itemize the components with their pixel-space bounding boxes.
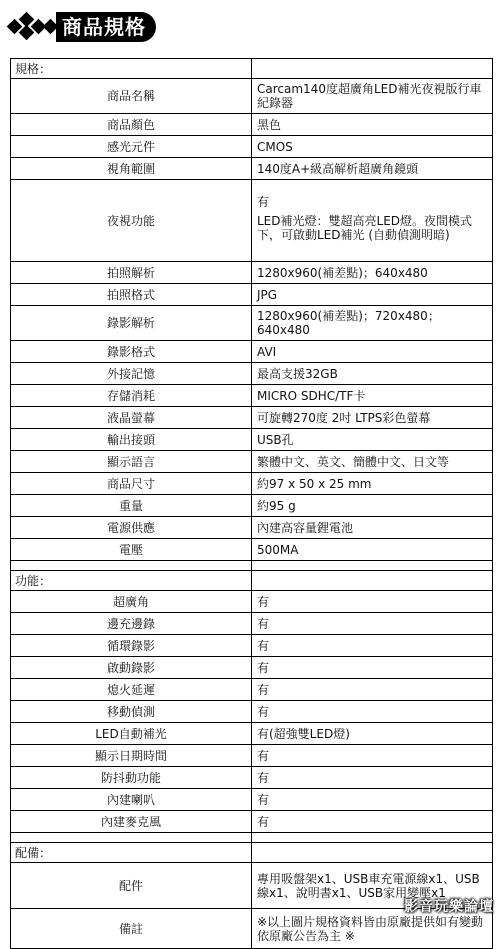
table-row	[11, 745, 493, 767]
row-label: 配件	[11, 863, 252, 909]
row-label: 電壓	[11, 539, 252, 561]
row-label: 顯示語言	[11, 451, 252, 473]
table-row	[11, 79, 493, 114]
row-value: 1280x960(補差點)；720x480；640x480	[252, 306, 493, 341]
table-row	[11, 517, 493, 539]
row-label: 商品名稱	[11, 79, 252, 114]
row-value: 有	[252, 679, 493, 701]
table-row	[11, 451, 493, 473]
row-label: 錄影格式	[11, 341, 252, 363]
table-row	[11, 539, 493, 561]
row-label: 防抖動功能	[11, 767, 252, 789]
row-label: 移動偵測	[11, 701, 252, 723]
row-label: 商品顏色	[11, 114, 252, 136]
row-label: 內建喇叭	[11, 789, 252, 811]
spacer-cell	[252, 561, 493, 571]
table-row	[11, 473, 493, 495]
section-blank-cell	[252, 59, 493, 79]
row-value: 有	[252, 591, 493, 613]
row-value: 黑色	[252, 114, 493, 136]
row-label: 拍照格式	[11, 284, 252, 306]
row-label: 輸出接頭	[11, 429, 252, 451]
table-row	[11, 180, 493, 262]
row-label: 存儲消耗	[11, 385, 252, 407]
row-value: 約95 g	[252, 495, 493, 517]
section-heading: 功能：	[11, 571, 252, 591]
table-row	[11, 262, 493, 284]
table-row	[11, 701, 493, 723]
row-value: 有	[252, 745, 493, 767]
table-row	[11, 341, 493, 363]
row-value: 繁體中文、英文、簡體中文、日文等	[252, 451, 493, 473]
row-value: 有	[252, 811, 493, 833]
night-vision-flag: 有	[257, 195, 270, 209]
table-row	[11, 495, 493, 517]
row-value: 專用吸盤架x1、USB車充電源線x1、USB線x1、說明書x1、USB家用變壓x1	[252, 863, 493, 909]
row-label: 電源供應	[11, 517, 252, 539]
row-value: 可旋轉270度 2吋 LTPS彩色螢幕	[252, 407, 493, 429]
table-row	[11, 613, 493, 635]
table-row	[11, 407, 493, 429]
row-value: 500MA	[252, 539, 493, 561]
row-label: 夜視功能	[11, 180, 252, 262]
table-row	[11, 723, 493, 745]
table-row	[11, 679, 493, 701]
row-label: 拍照解析	[11, 262, 252, 284]
page-header	[0, 0, 500, 56]
row-label: 循環錄影	[11, 635, 252, 657]
row-value: MICRO SDHC/TF卡	[252, 385, 493, 407]
diamond-cluster-icon	[8, 14, 60, 38]
table-row	[11, 429, 493, 451]
row-value: 有	[252, 789, 493, 811]
row-value: 有(超強雙LED燈)	[252, 723, 493, 745]
row-value: CMOS	[252, 136, 493, 158]
row-label: 感光元件	[11, 136, 252, 158]
row-value: 內建高容量鋰電池	[252, 517, 493, 539]
accessories-section-row	[11, 843, 493, 863]
table-row	[11, 136, 493, 158]
spacer-cell	[11, 561, 252, 571]
night-vision-detail: LED補光燈：雙超高亮LED燈。夜間模式下，可啟動LED補光 (自動偵測明暗)	[257, 214, 473, 242]
section-heading: 規格：	[11, 59, 252, 79]
row-value: AVI	[252, 341, 493, 363]
row-label: 熄火延遲	[11, 679, 252, 701]
features-section-row	[11, 571, 493, 591]
row-value: USB孔	[252, 429, 493, 451]
row-value	[252, 180, 493, 262]
row-value: ※以上圖片規格資料皆由原廠提供如有變動依原廠公告為主 ※	[252, 909, 493, 949]
row-label: 邊充邊錄	[11, 613, 252, 635]
row-value: 1280x960(補差點)；640x480	[252, 262, 493, 284]
row-label: 啟動錄影	[11, 657, 252, 679]
spacer-cell	[252, 833, 493, 843]
row-label: 顯示日期時間	[11, 745, 252, 767]
row-value: 有	[252, 657, 493, 679]
row-label: 備註	[11, 909, 252, 949]
row-value: 有	[252, 701, 493, 723]
table-row	[11, 591, 493, 613]
section-blank-cell	[252, 571, 493, 591]
row-label: 外接記憶	[11, 363, 252, 385]
table-row	[11, 306, 493, 341]
spacer-row	[11, 833, 493, 843]
row-label: 液晶螢幕	[11, 407, 252, 429]
row-label: 錄影解析	[11, 306, 252, 341]
spec-table	[10, 58, 493, 949]
watermark: 影音玩樂論壇	[404, 899, 494, 915]
row-label: 商品尺寸	[11, 473, 252, 495]
row-value: JPG	[252, 284, 493, 306]
row-label: 超廣角	[11, 591, 252, 613]
row-label: LED自動補光	[11, 723, 252, 745]
row-label: 重量	[11, 495, 252, 517]
row-label: 內建麥克風	[11, 811, 252, 833]
row-value: 140度A+級高解析超廣角鏡頭	[252, 158, 493, 180]
table-row	[11, 789, 493, 811]
page-title: 商品規格	[56, 12, 156, 42]
table-row	[11, 385, 493, 407]
table-row	[11, 767, 493, 789]
table-row	[11, 635, 493, 657]
spacer-cell	[11, 833, 252, 843]
table-row	[11, 363, 493, 385]
row-value: 有	[252, 767, 493, 789]
row-label: 視角範圍	[11, 158, 252, 180]
table-row	[11, 114, 493, 136]
row-value: 有	[252, 613, 493, 635]
row-value: Carcam140度超廣角LED補光夜視版行車紀錄器	[252, 79, 493, 114]
table-row	[11, 158, 493, 180]
table-row	[11, 657, 493, 679]
table-row	[11, 284, 493, 306]
row-value: 約97 x 50 x 25 mm	[252, 473, 493, 495]
row-value: 最高支援32GB	[252, 363, 493, 385]
table-row	[11, 811, 493, 833]
section-heading: 配備：	[11, 843, 252, 863]
section-blank-cell	[252, 843, 493, 863]
specs-section-row	[11, 59, 493, 79]
row-value: 有	[252, 635, 493, 657]
spacer-row	[11, 561, 493, 571]
